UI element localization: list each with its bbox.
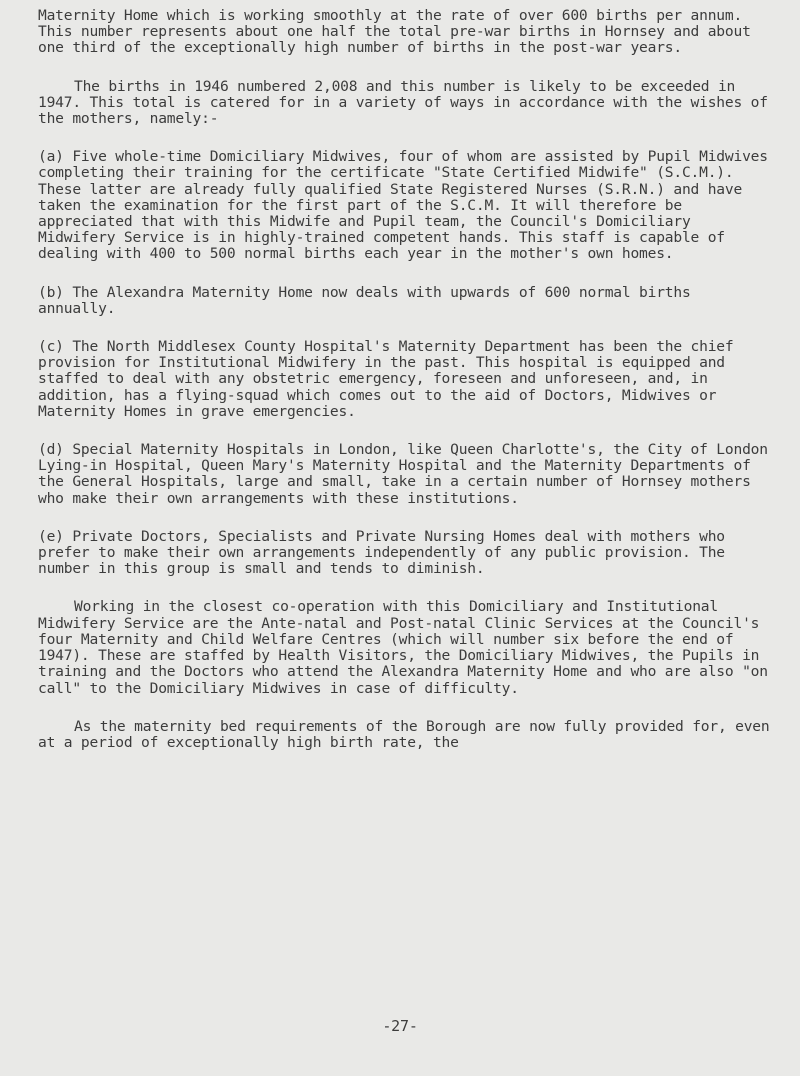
paragraph-cooperation: Working in the closest co-operation with this Domiciliary and Institutional Midwifery Service are the Ante-natal and Post-natal Clinic Services at the Council's four Maternity and Child Welfare Centres (which will number six before the end of 1947). These are staffed by Health Visitors, the Domiciliary Midwives, the Pupils in training and the Doctors who attend the Alexandra Maternity Home and who are also "on call" to the Domiciliary Midwives in case of difficulty. xyxy=(38,598,768,697)
paragraph-item-b: (b) The Alexandra Maternity Home now deals with upwards of 600 normal births annually. xyxy=(38,283,691,317)
paragraph-item-e: (e) Private Doctors, Specialists and Private Nursing Homes deal with mothers who prefer to make their own arrangements independently of any public provision. The number in this group is small and tends to diminish. xyxy=(38,527,725,578)
paragraph-item-d: (d) Special Maternity Hospitals in London, like Queen Charlotte's, the City of London Lying-in Hospital, Queen Mary's Maternity Hospital and the Maternity Departments of the General Hospitals, large and small, take in a certain number of Hornsey mothers who make their own arrangements with these institutions. xyxy=(38,441,768,507)
paragraph-item-c: (c) The North Middlesex County Hospital's Maternity Department has been the chief provision for Institutional Midwifery in the past. This hospital is equipped and staffed to deal with any obstetric emergency, foreseen and unforeseen, and, in addition, has a flying-squad which comes out to the aid of Doctors, Midwives or Maternity Homes in grave emergencies. xyxy=(38,338,734,420)
paragraph-item-a: (a) Five whole-time Domiciliary Midwives, four of whom are assisted by Pupil Midwives completing their training for the certificate "State Certified Midwife" (S.C.M.). These latter are already fully qualified State Registered Nurses (S.R.N.) and have taken the examination for the first part of the S.C.M. It will therefore be appreciated that with this Midwife and Pupil team, the Council's Domiciliary Midwifery Service is in highly-trained competent hands. This staff is capable of dealing with 400 to 500 normal births each year in the mother's own homes. xyxy=(38,148,768,263)
paragraph-intro: Maternity Home which is working smoothly at the rate of over 600 births per annum. This number represents about one half the total pre-war births in Hornsey and about one third of the exceptionally high number of births in the post-war years. xyxy=(38,7,751,57)
page-number: -27- xyxy=(382,1017,418,1035)
paragraph-births-1946: The births in 1946 numbered 2,008 and this number is likely to be exceeded in 1947. This total is catered for in a variety of ways in accordance with the wishes of the mothers, namely:- xyxy=(38,77,768,128)
paragraph-bed-requirements: As the maternity bed requirements of the Borough are now fully provided for, even at a period of exceptionally high birth rate, the xyxy=(38,717,770,751)
